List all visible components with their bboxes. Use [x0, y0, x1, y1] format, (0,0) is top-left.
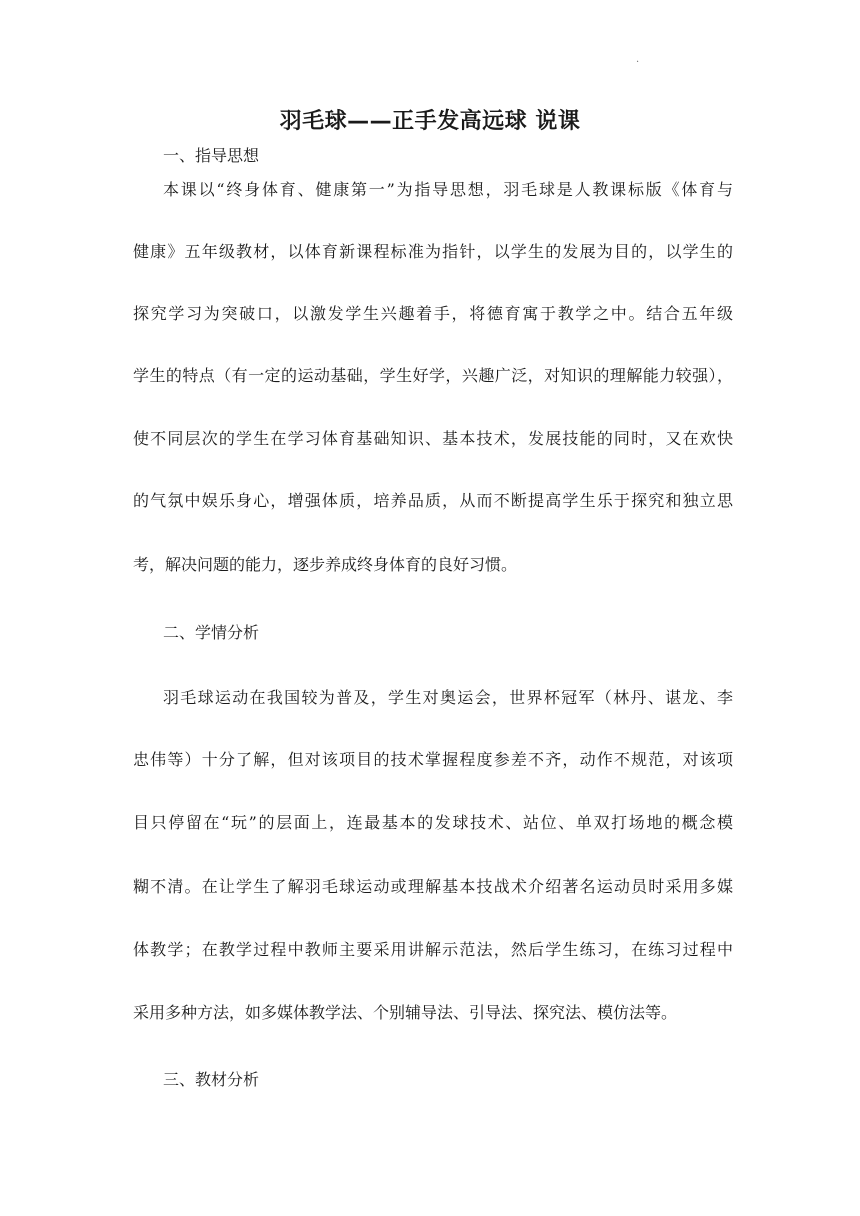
paragraph-line: 羽毛球运动在我国较为普及，学生对奥运会，世界杯冠军（林丹、谌龙、李: [163, 688, 733, 707]
section-heading-student-analysis: 二、学情分析: [163, 623, 260, 642]
paragraph-line: 学生的特点（有一定的运动基础，学生好学，兴趣广泛，对知识的理解能力较强），: [133, 366, 733, 385]
section-heading-guiding-ideology: 一、指导思想: [163, 146, 260, 165]
paragraph-line: 健康》五年级教材，以体育新课程标准为指针，以学生的发展为目的，以学生的: [133, 242, 733, 261]
paragraph-line: 目只停留在“玩”的层面上，连最基本的发球技术、站位、单双打场地的概念模: [133, 813, 733, 832]
paragraph-line: 使不同层次的学生在学习体育基础知识、基本技术，发展技能的同时，又在欢快: [133, 429, 733, 448]
paragraph-line: 探究学习为突破口，以激发学生兴趣着手，将德育寓于教学之中。结合五年级: [133, 304, 733, 323]
paragraph-line: 考，解决问题的能力，逐步养成终身体育的良好习惯。: [133, 555, 518, 574]
paragraph-line: 的气氛中娱乐身心，增强体质，培养品质，从而不断提高学生乐于探究和独立思: [133, 491, 733, 510]
paragraph-line: 本课以“终身体育、健康第一”为指导思想，羽毛球是人教课标版《体育与: [163, 180, 733, 199]
paragraph-line: 采用多种方法，如多媒体教学法、个别辅导法、引导法、探究法、模仿法等。: [133, 1003, 678, 1022]
paragraph-line: 体教学；在教学过程中教师主要采用讲解示范法，然后学生练习，在练习过程中: [133, 940, 733, 959]
paragraph-line: 糊不清。在让学生了解羽毛球运动或理解基本技战术介绍著名运动员时采用多媒: [133, 877, 733, 896]
paragraph-line: 忠伟等）十分了解，但对该项目的技术掌握程度参差不齐，动作不规范，对该项: [133, 750, 733, 769]
document-title: 羽毛球——正手发高远球 说课: [279, 109, 581, 134]
section-heading-material-analysis: 三、教材分析: [163, 1070, 260, 1089]
header-mark: ·: [636, 57, 640, 68]
